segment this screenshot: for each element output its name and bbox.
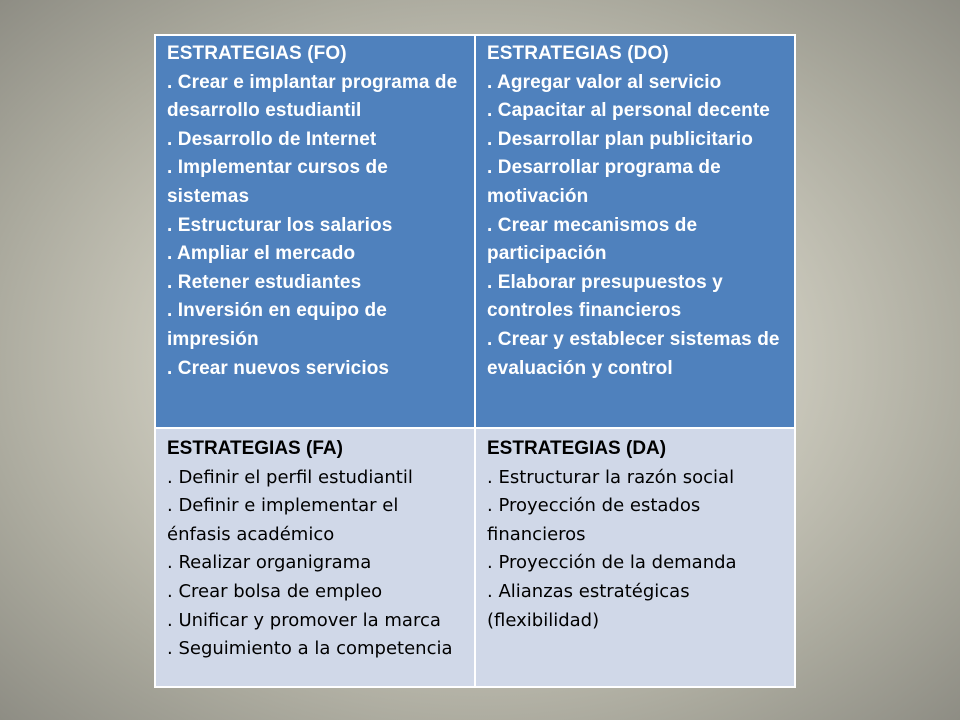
quadrant-fo-title: ESTRATEGIAS (FO) <box>167 43 347 64</box>
list-item: . Definir el perfil estudiantil <box>167 466 413 488</box>
quadrant-fa-list <box>167 464 466 664</box>
list-item: . Crear y establecer sistemas de evaluación y control <box>487 328 780 379</box>
quadrant-da-list <box>487 464 786 636</box>
matrix-row-top <box>155 35 795 428</box>
list-item: . Ampliar el mercado <box>167 243 356 265</box>
quadrant-fo <box>155 35 475 428</box>
quadrant-do-list <box>487 69 786 384</box>
list-item: . Crear bolsa de empleo <box>167 580 383 602</box>
list-item: . Crear mecanismos de participación <box>487 214 698 265</box>
list-item: . Capacitar al personal decente <box>487 100 770 122</box>
strategy-matrix-table <box>154 34 796 688</box>
list-item: . Seguimiento a la competencia <box>167 638 453 660</box>
quadrant-do <box>475 35 795 428</box>
list-item: . Crear e implantar programa de desarrollo estudiantil <box>167 71 458 122</box>
list-item: . Estructurar la razón social <box>487 466 735 488</box>
list-item: . Inversión en equipo de impresión <box>167 300 387 350</box>
quadrant-do-title: ESTRATEGIAS (DO) <box>487 43 669 64</box>
list-item: . Definir e implementar el énfasis académico <box>167 495 399 545</box>
list-item: . Alianzas estratégicas (flexibilidad) <box>487 580 690 631</box>
quadrant-da-title: ESTRATEGIAS (DA) <box>487 438 667 459</box>
list-item: . Unificar y promover la marca <box>167 609 441 631</box>
list-item: . Desarrollar plan publicitario <box>487 128 754 150</box>
list-item: . Agregar valor al servicio <box>487 71 722 93</box>
matrix-row-bottom <box>155 428 795 687</box>
list-item: . Estructurar los salarios <box>167 214 393 236</box>
quadrant-fo-list <box>167 69 466 384</box>
list-item: . Proyección de estados financieros <box>487 495 701 545</box>
quadrant-da <box>475 428 795 687</box>
list-item: . Elaborar presupuestos y controles financieros <box>487 271 723 322</box>
list-item: . Desarrollo de Internet <box>167 128 377 150</box>
list-item: . Crear nuevos servicios <box>167 357 390 379</box>
list-item: . Realizar organigrama <box>167 552 372 574</box>
quadrant-fa <box>155 428 475 687</box>
list-item: . Desarrollar programa de motivación <box>487 157 721 207</box>
list-item: . Implementar cursos de sistemas <box>167 157 388 207</box>
list-item: . Proyección de la demanda <box>487 552 737 574</box>
list-item: . Retener estudiantes <box>167 271 362 293</box>
quadrant-fa-title: ESTRATEGIAS (FA) <box>167 438 343 459</box>
